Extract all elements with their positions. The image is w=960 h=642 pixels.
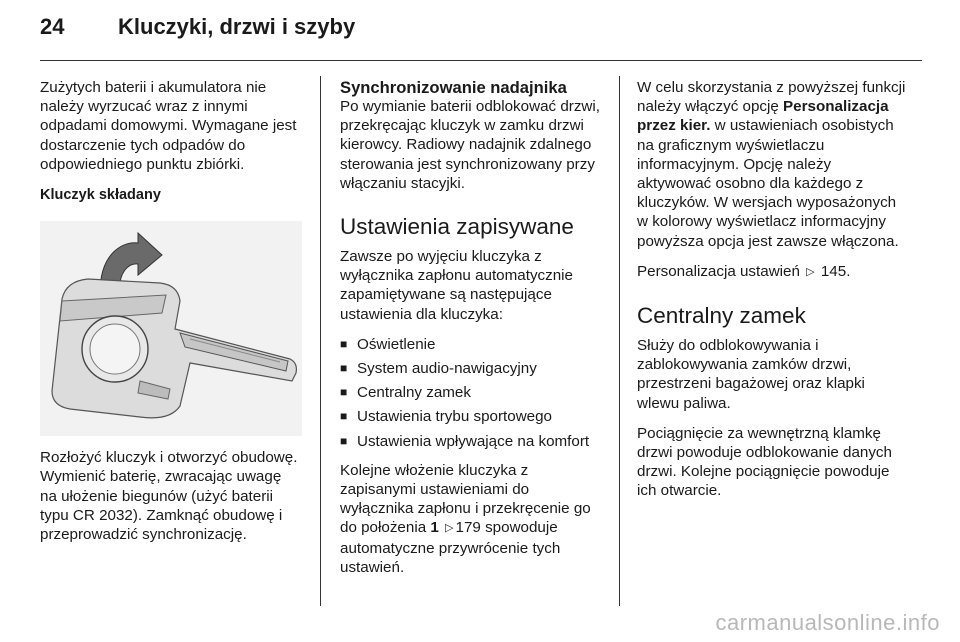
central-lock-heading: Centralny zamek [637, 303, 806, 329]
personalization-text-end: w ustawieniach osobistych na graficznym wyświetlaczu informacyjnym. Opcję należy aktywować osobno dla każdego z kluczyków. W wersjach wyposażonych w kolorowy wyświetlacz informacyjny powyższa opcja jest zawsze włączona. [637, 117, 899, 250]
restore-text-start: Kolejne włożenie kluczyka z zapisanymi ustawieniami do wyłącznika zapłonu i przekręcenie go do położenia [340, 461, 591, 537]
central-lock-paragraph-2: Pociągnięcie za wewnętrzną klamkę drzwi powoduje odblokowanie danych drzwi. Kolejne pociągnięcie powoduje ich otwarcie. [637, 424, 892, 500]
watermark: carmanualsonline.info [715, 610, 940, 635]
reference-end: . [846, 262, 851, 280]
list-item: ■ Centralny zamek [340, 383, 606, 402]
column-2 [340, 78, 606, 588]
restore-text-end: spowoduje automatyczne przywrócenie tych ustawień. [340, 519, 561, 576]
page-header [40, 14, 920, 48]
list-item: ■ System audio-nawigacyjny [340, 359, 606, 378]
folding-key-illustration-svg [40, 221, 302, 436]
sync-transmitter-heading: Synchronizowanie nadajnika [340, 78, 567, 97]
header-rule [40, 60, 922, 61]
saved-settings-heading: Ustawienia zapisywane [340, 214, 574, 240]
page-reference-link[interactable]: 179 [455, 519, 481, 537]
saved-settings-list [340, 335, 606, 451]
page-number: 24 [40, 14, 65, 39]
key-battery-replacement-paragraph: Rozłożyć kluczyk i otworzyć obudowę. Wymienić baterię, zwracając uwagę na ułożenie biegunów (użyć baterii typu CR 2032). Zamknąć obudowę i przeprowadzić synchronizację. [40, 449, 298, 544]
column-divider-right [619, 76, 620, 606]
personalization-option-label: Personalizacja przez kier. [637, 98, 889, 135]
chapter-title: Kluczyki, drzwi i szyby [118, 14, 356, 39]
battery-disposal-paragraph: Zużytych baterii i akumulatora nie należy wyrzucać wraz z innymi odpadami domowymi. Wymagane jest dostarczenie tych odpadów do odpowiedniego punktu zbiórki. [40, 79, 297, 173]
folding-key-subheading: Kluczyk składany [40, 187, 161, 204]
saved-settings-intro: Zawsze po wyjęciu kluczyka z wyłącznika zapłonu automatycznie zapamiętywane są następujące ustawienia dla kluczyka: [340, 248, 573, 323]
page-reference-link[interactable]: 145 [820, 262, 847, 280]
column-3 [637, 78, 907, 512]
sync-transmitter-paragraph: Po wymianie baterii odblokować drzwi, przekręcając kluczyk w zamku drzwi kierowcy. Radiowy nadajnik zdalnego sterowania jest synchronizowany przy włączaniu stacyjki. [340, 98, 600, 192]
personalization-paragraph [637, 78, 907, 251]
personalization-text-start: W celu skorzystania z powyższej funkcji należy włączyć opcję [637, 79, 906, 116]
folding-key-battery-illustration [40, 221, 302, 436]
list-item: ■ Oświetlenie [340, 335, 606, 354]
column-1 [40, 78, 302, 555]
reference-text: Personalizacja ustawień [637, 262, 805, 280]
list-item: ■ Ustawienia wpływające na komfort [340, 432, 606, 451]
personalization-reference [637, 262, 907, 282]
list-item: ■ Ustawienia trybu sportowego [340, 407, 606, 426]
ignition-position: 1 [430, 519, 439, 537]
column-divider-left [320, 76, 321, 606]
page-reference-arrow-icon: ▷ [806, 265, 815, 278]
central-lock-paragraph-1: Służy do odblokowywania i zablokowywania zamków drzwi, przestrzeni bagażowej oraz klapki wlewu paliwa. [637, 337, 865, 412]
page-reference-arrow-icon: ▷ [445, 522, 454, 535]
settings-restore-paragraph [340, 461, 606, 577]
